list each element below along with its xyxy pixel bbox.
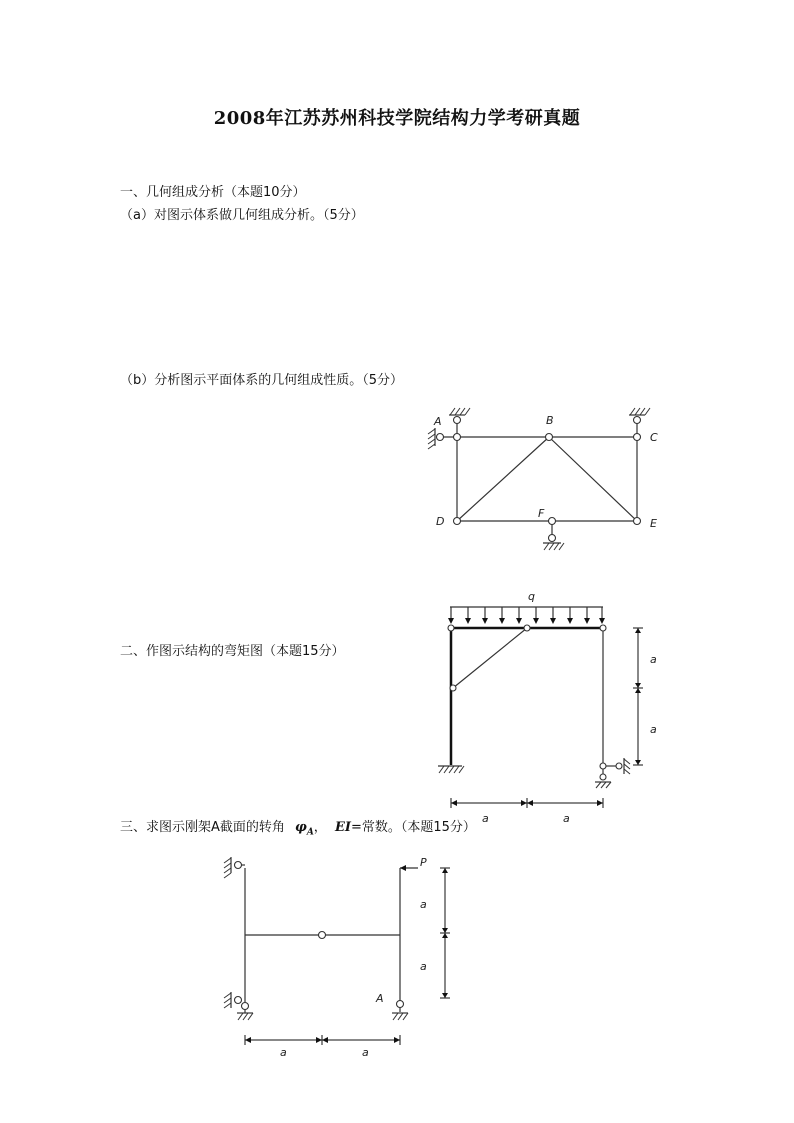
load-label-P: P: [420, 856, 427, 869]
label-F: F: [538, 507, 545, 520]
dim-h2-label: a: [563, 812, 570, 825]
dim-v2-label: a: [420, 960, 427, 973]
q3-text-after: =常数。（本题15分）: [350, 820, 476, 835]
q2-heading: 二、作图示结构的弯矩图（本题15分）: [120, 644, 345, 659]
q1-heading: 一、几何组成分析（本题10分）: [120, 185, 306, 200]
label-E: E: [650, 517, 657, 530]
label-A: A: [376, 992, 384, 1005]
q1-part-a: （a）对图示体系做几何组成分析。（5分）: [120, 208, 364, 223]
label-B: B: [546, 414, 554, 427]
dim-h2-label: a: [362, 1046, 369, 1059]
dim-h1-label: a: [280, 1046, 287, 1059]
label-D: D: [436, 515, 445, 528]
dim-v2-label: a: [650, 723, 657, 736]
q3-comma: ，: [313, 820, 327, 835]
dim-v1-label: a: [420, 898, 427, 911]
label-A: A: [434, 415, 442, 428]
dim-h1-label: a: [482, 812, 489, 825]
q3-text-before: 三、求图示刚架A截面的转角: [120, 820, 285, 835]
q1-part-b: （b）分析图示平面体系的几何组成性质。（5分）: [120, 373, 404, 388]
page-title: 2008年江苏苏州科技学院结构力学考研真题: [213, 108, 581, 129]
label-C: C: [650, 431, 658, 444]
phi-subscript: A: [306, 827, 314, 838]
phi-symbol: φ: [295, 820, 307, 835]
dim-v1-label: a: [650, 653, 657, 666]
load-label-q: q: [528, 590, 535, 603]
EI-symbol: EI: [334, 820, 351, 835]
